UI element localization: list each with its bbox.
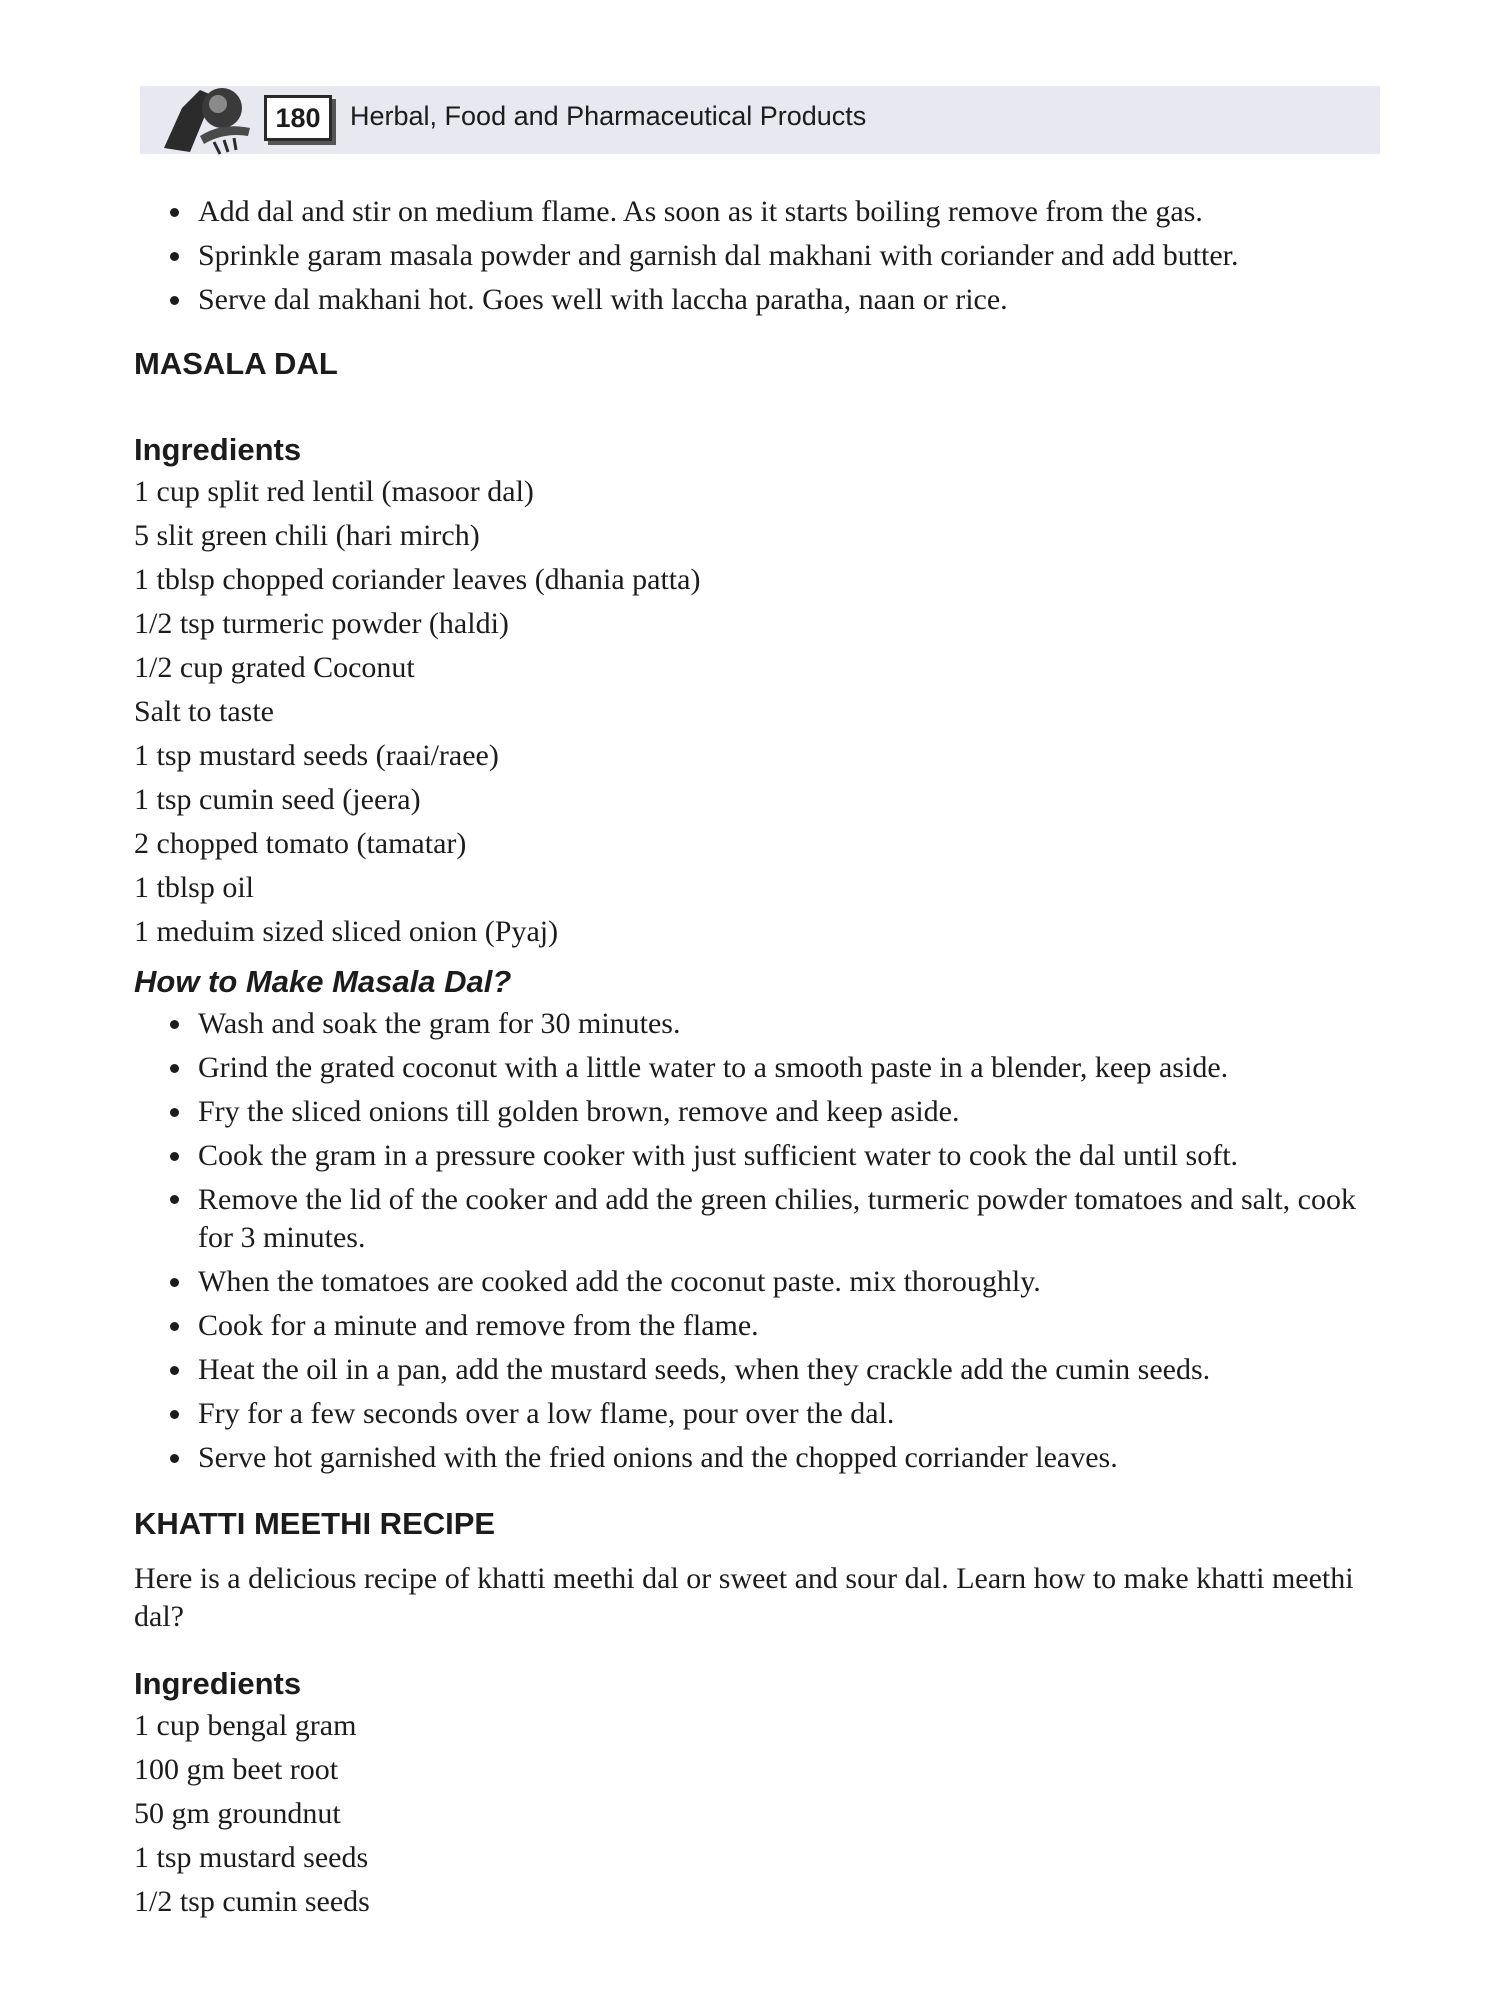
list-item: Serve hot garnished with the fried onions and the chopped corriander leaves. [134, 1436, 1384, 1480]
list-item: Serve dal makhani hot. Goes well with laccha paratha, naan or rice. [134, 278, 1384, 322]
list-item: 5 slit green chili (hari mirch) [134, 519, 480, 552]
list-item: 1/2 tsp turmeric powder (haldi) [134, 607, 509, 640]
list-item: When the tomatoes are cooked add the coconut paste. mix thoroughly. [134, 1260, 1384, 1304]
list-item: 2 chopped tomato (tamatar) [134, 827, 467, 860]
list-item: 1 cup bengal gram [134, 1709, 357, 1742]
list-item: 1 meduim sized sliced onion (Pyaj) [134, 915, 559, 948]
list-item: 1 tsp mustard seeds [134, 1841, 369, 1874]
intro-step-list [134, 190, 1384, 322]
list-item: 50 gm groundnut [134, 1797, 341, 1830]
list-item: 1/2 tsp cumin seeds [134, 1885, 370, 1918]
recipe-description: Here is a delicious recipe of khatti meethi dal or sweet and sour dal. Learn how to make khatti meethi dal? [134, 1562, 1354, 1633]
page-content [134, 190, 1384, 1924]
list-item: Wash and soak the gram for 30 minutes. [134, 1002, 1384, 1046]
list-item: Add dal and stir on medium flame. As soon as it starts boiling remove from the gas. [134, 190, 1384, 234]
list-item: 1/2 cup grated Coconut [134, 651, 415, 684]
method-heading: How to Make Masala Dal? [134, 964, 512, 999]
list-item: Fry the sliced onions till golden brown, remove and keep aside. [134, 1090, 1384, 1134]
list-item: Salt to taste [134, 695, 274, 728]
list-item: 1 tblsp chopped coriander leaves (dhania patta) [134, 563, 701, 596]
list-item: Grind the grated coconut with a little water to a smooth paste in a blender, keep aside. [134, 1046, 1384, 1090]
book-title: Herbal, Food and Pharmaceutical Products [350, 101, 867, 131]
page-number: 180 [264, 95, 332, 141]
list-item: 1 tsp cumin seed (jeera) [134, 783, 421, 816]
ingredient-list [134, 1704, 1384, 1924]
list-item: 1 cup split red lentil (masoor dal) [134, 475, 534, 508]
method-step-list [134, 1002, 1384, 1480]
list-item: Heat the oil in a pan, add the mustard seeds, when they crackle add the cumin seeds. [134, 1348, 1384, 1392]
list-item: Fry for a few seconds over a low flame, pour over the dal. [134, 1392, 1384, 1436]
ingredients-heading: Ingredients [134, 432, 302, 467]
list-item: Cook the gram in a pressure cooker with just sufficient water to cook the dal until soft. [134, 1134, 1384, 1178]
recipe-title-khatti-meethi: KHATTI MEETHI RECIPE [134, 1506, 496, 1541]
list-item: Remove the lid of the cooker and add the green chilies, turmeric powder tomatoes and salt, cook for 3 minutes. [134, 1178, 1384, 1260]
list-item: 100 gm beet root [134, 1753, 339, 1786]
book-logo-icon [160, 78, 256, 156]
list-item: 1 tsp mustard seeds (raai/raee) [134, 739, 499, 772]
ingredient-list [134, 470, 1384, 954]
ingredients-heading: Ingredients [134, 1666, 302, 1701]
list-item: Cook for a minute and remove from the flame. [134, 1304, 1384, 1348]
list-item: Sprinkle garam masala powder and garnish dal makhani with coriander and add butter. [134, 234, 1384, 278]
list-item: 1 tblsp oil [134, 871, 255, 904]
recipe-title-masala-dal: MASALA DAL [134, 346, 338, 381]
